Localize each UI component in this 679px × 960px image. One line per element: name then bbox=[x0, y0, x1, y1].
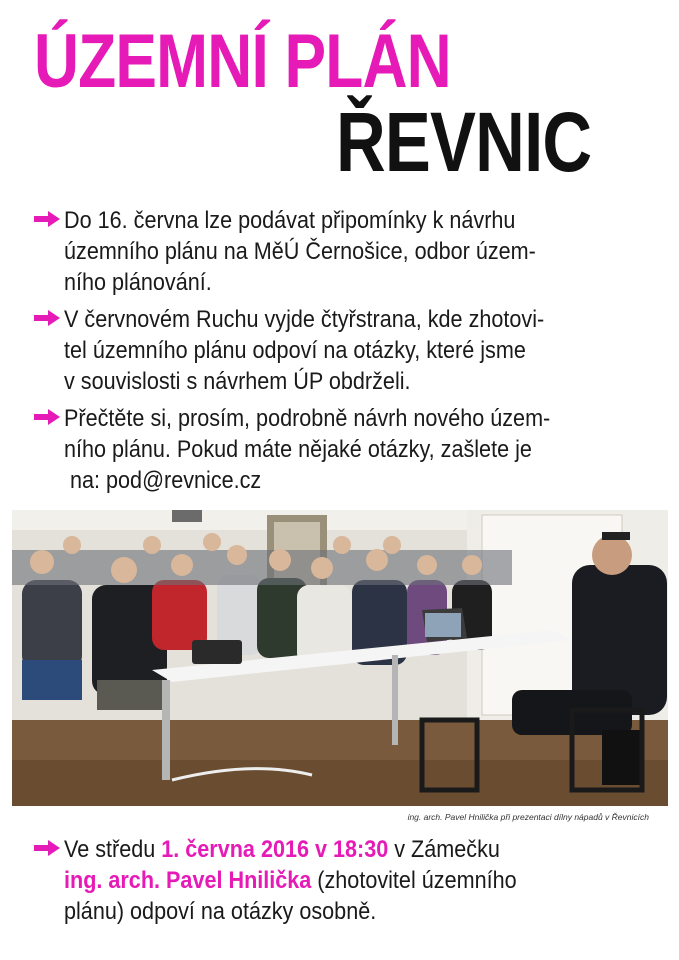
bullet-2 bbox=[34, 304, 654, 397]
bullet-line: Do 16. června lze podávat připomínky k návrhu bbox=[64, 207, 516, 234]
bullet-final bbox=[34, 834, 654, 927]
bullet-line: na: pod@revnice.cz bbox=[64, 467, 262, 494]
bullet-3 bbox=[34, 403, 654, 496]
bullet-1 bbox=[34, 205, 654, 298]
final-line-2 bbox=[64, 865, 595, 896]
bullet-line: územního plánu na MěÚ Černošice, odbor územ- bbox=[64, 238, 536, 265]
title-line-1: ÚZEMNÍ PLÁN bbox=[34, 19, 451, 104]
bullet-3-text bbox=[64, 403, 595, 496]
photo-caption: ing. arch. Pavel Hnilička při prezentaci dílny nápadů v Řevnicích bbox=[407, 812, 649, 822]
text: Ve středu bbox=[64, 836, 162, 863]
final-line-1 bbox=[64, 834, 595, 865]
bullet-line: v souvislosti s návrhem ÚP obdrželi. bbox=[64, 368, 411, 395]
presenter-name: ing. arch. Pavel Hnilička bbox=[64, 867, 312, 894]
final-line-3: plánu) odpoví na otázky osobně. bbox=[64, 898, 377, 925]
bullet-line: ního plánu. Pokud máte nějaké otázky, zašlete je bbox=[64, 436, 532, 463]
final-text bbox=[64, 834, 595, 927]
bullet-1-text bbox=[64, 205, 595, 298]
bullet-line: V červnovém Ruchu vyjde čtyřstrana, kde zhotovi- bbox=[64, 306, 545, 333]
arrow-right-icon bbox=[34, 834, 64, 856]
text: v Zámečku bbox=[388, 836, 500, 863]
text: (zhotovitel územního bbox=[311, 867, 517, 894]
arrow-right-icon bbox=[34, 304, 64, 326]
bullet-line: Přečtěte si, prosím, podrobně návrh nového územ- bbox=[64, 405, 551, 432]
event-photo bbox=[12, 510, 668, 806]
arrow-right-icon bbox=[34, 403, 64, 425]
event-date-time: 1. června 2016 v 18:30 bbox=[161, 836, 389, 863]
bullet-line: ního plánování. bbox=[64, 269, 212, 296]
arrow-right-icon bbox=[34, 205, 64, 227]
bullet-line: tel územního plánu odpoví na otázky, které jsme bbox=[64, 337, 526, 364]
bullet-2-text bbox=[64, 304, 595, 397]
title-line-2: ŘEVNIC bbox=[336, 95, 592, 189]
